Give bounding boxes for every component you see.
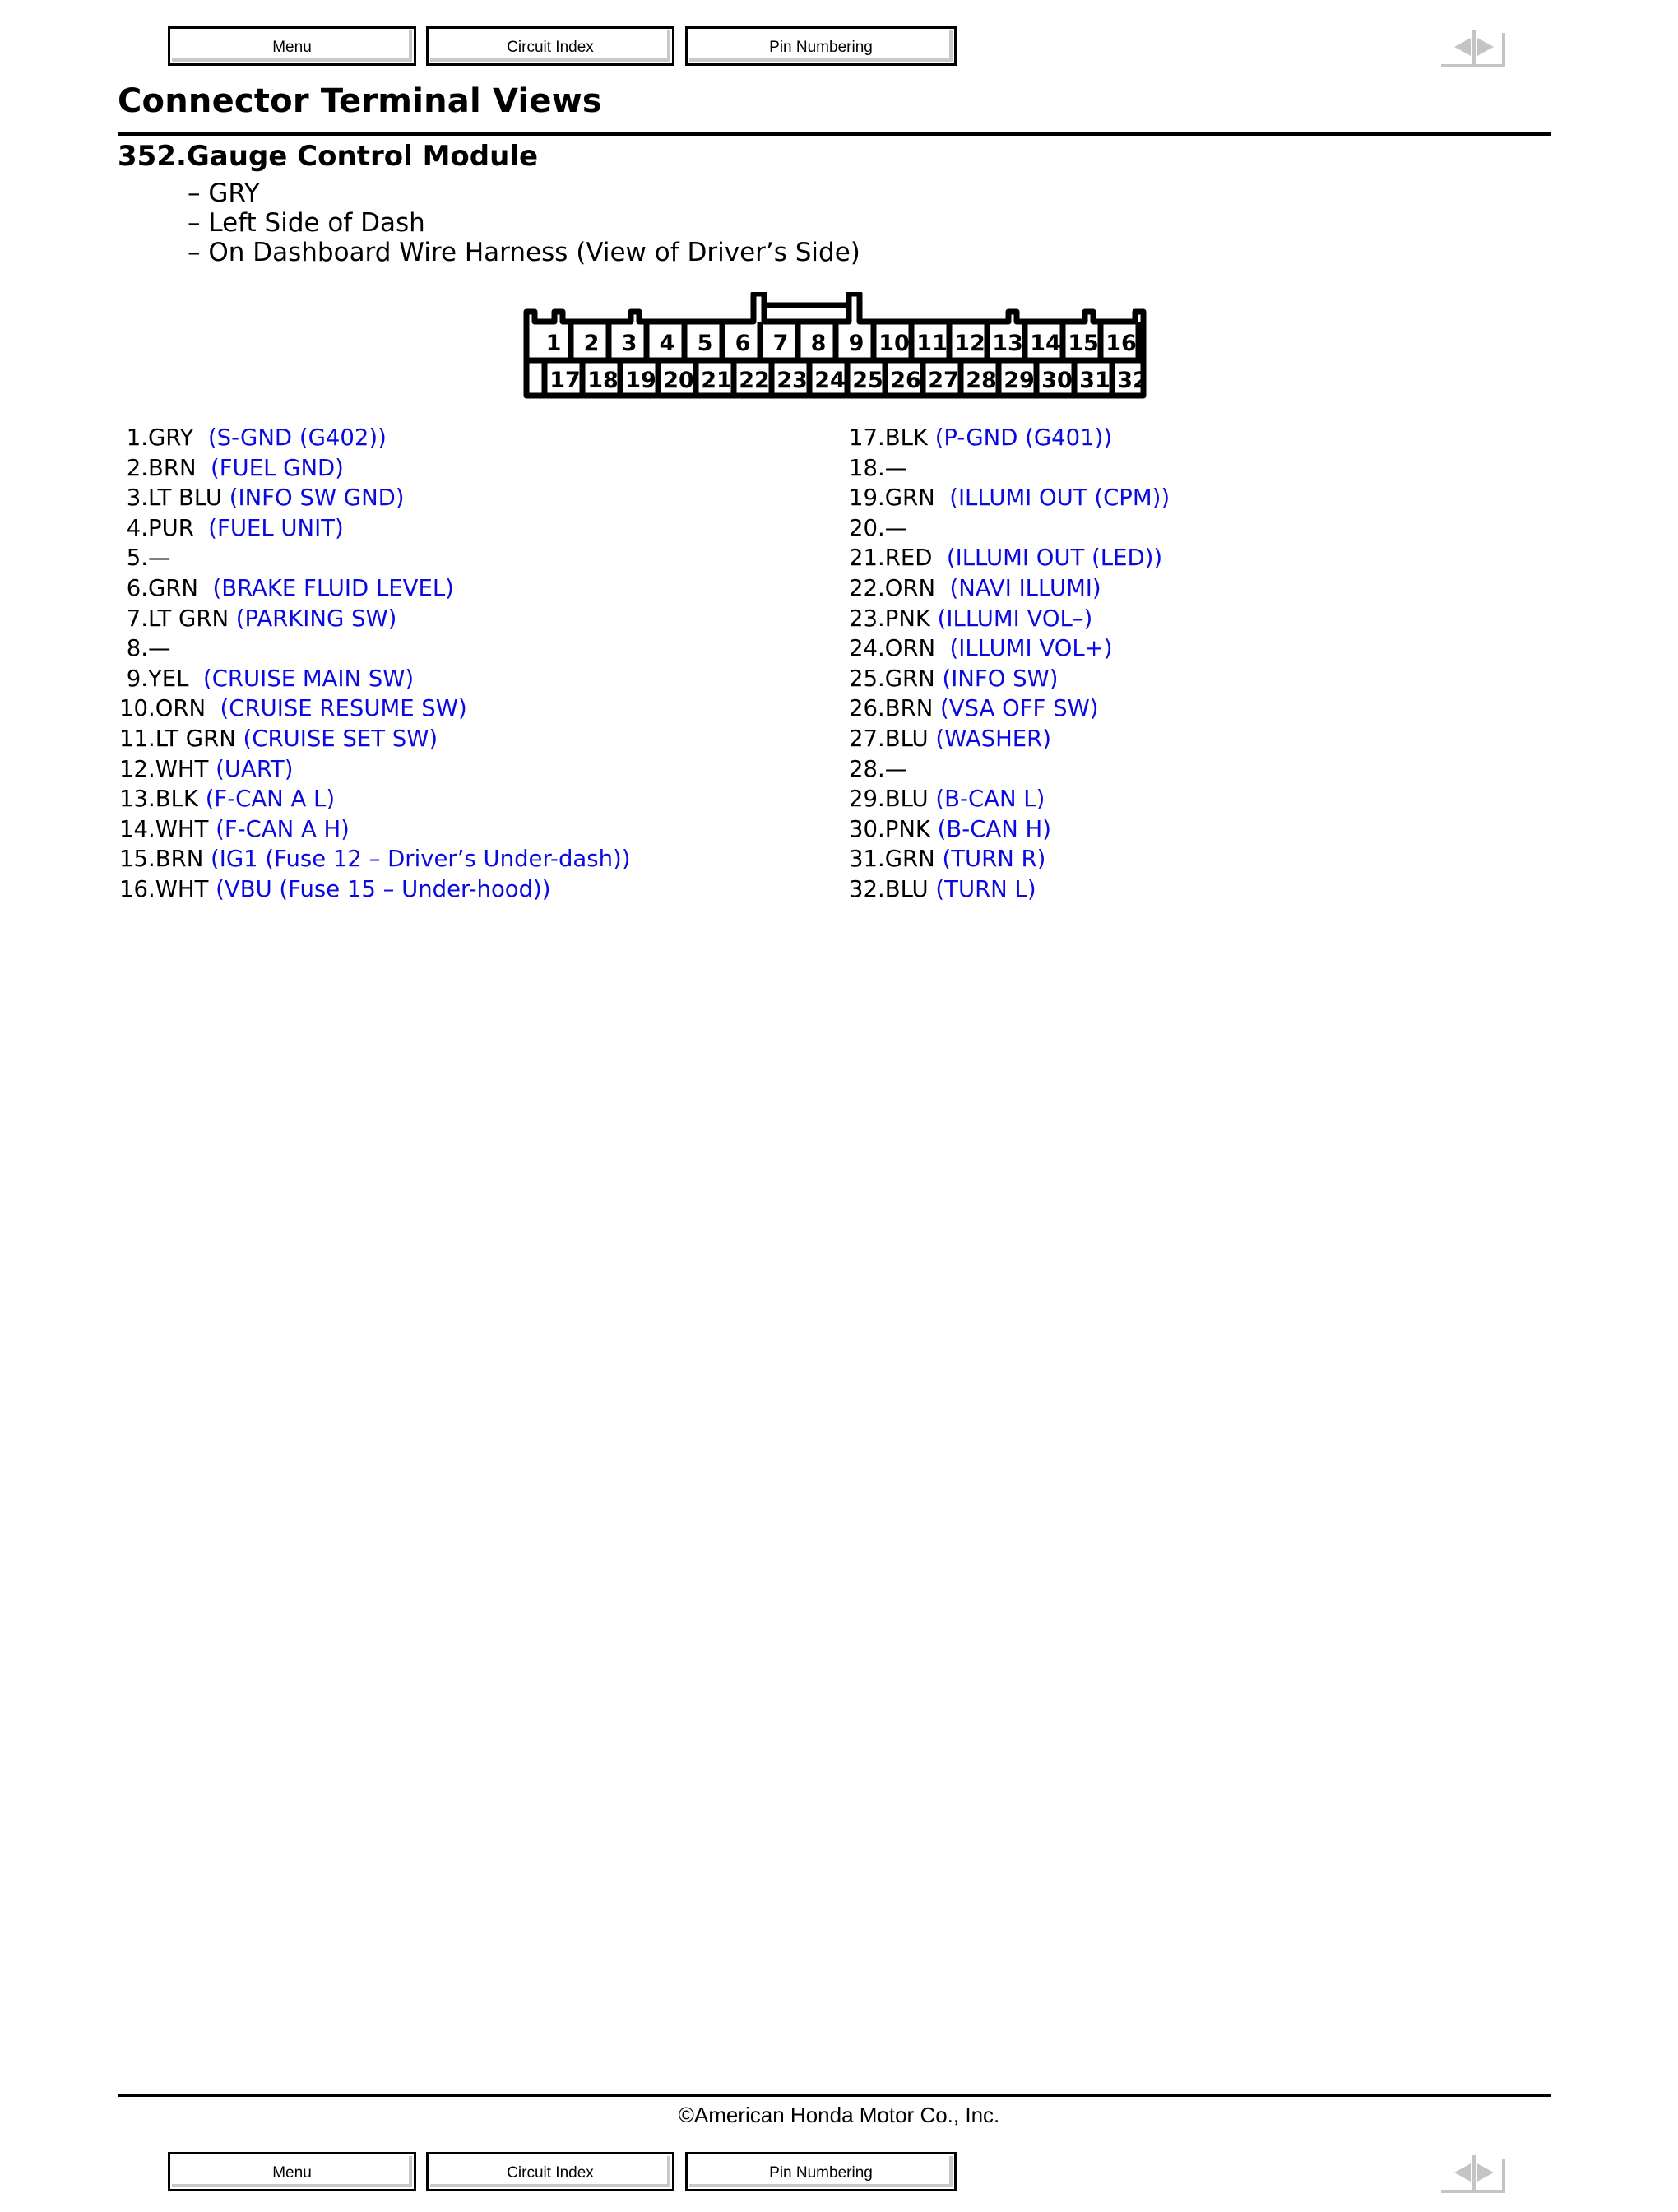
pin-row	[119, 874, 630, 905]
divider-icon	[1472, 2155, 1476, 2193]
wire-color: PNK	[884, 605, 938, 632]
pin-number: 19.	[849, 485, 885, 512]
terminal-number: 8	[810, 331, 827, 356]
wire-color: GRN	[884, 485, 950, 512]
wire-color: WHT	[155, 875, 216, 902]
circuit-link[interactable]: (FUEL UNIT)	[208, 514, 344, 541]
pin-number: 15.	[119, 846, 155, 873]
wire-color: —	[884, 755, 908, 782]
terminal-number: 10	[878, 331, 910, 356]
pin-row	[119, 664, 630, 694]
pin-number: 23.	[849, 605, 885, 632]
pin-row	[119, 513, 630, 544]
pin-number: 22.	[849, 574, 885, 601]
wire-color: BLU	[884, 875, 936, 902]
pin-numbering-button[interactable]	[685, 26, 957, 66]
circuit-link[interactable]: (VBU (Fuse 15 – Under-hood))	[216, 875, 551, 902]
terminal-number: 30	[1041, 368, 1073, 393]
pin-number: 7.	[119, 605, 148, 632]
pin-number: 1.	[119, 424, 148, 451]
pin-row	[119, 543, 630, 573]
terminal-number: 18	[587, 368, 619, 393]
pin-row	[849, 664, 1170, 694]
wire-color: BLK	[155, 786, 206, 813]
wire-color: ORN	[155, 695, 220, 722]
terminal-number: 1	[545, 331, 562, 356]
pin-number: 3.	[119, 485, 148, 512]
pin-number: 20.	[849, 514, 885, 541]
circuit-link[interactable]: (WASHER)	[935, 725, 1051, 752]
terminal-number: 14	[1030, 331, 1061, 356]
page-nav-arrows	[1439, 28, 1509, 69]
pin-number: 10.	[119, 695, 155, 722]
circuit-link[interactable]: (F-CAN A L)	[205, 786, 336, 813]
pin-row	[849, 483, 1170, 513]
pin-number: 9.	[119, 665, 148, 692]
circuit-index-button-bottom[interactable]	[426, 2152, 674, 2191]
circuit-link[interactable]: (CRUISE SET SW)	[243, 725, 438, 752]
detail-color: – GRY	[188, 179, 260, 208]
pin-row	[849, 573, 1170, 604]
circuit-link[interactable]: (BRAKE FLUID LEVEL)	[212, 574, 454, 601]
terminal-number: 23	[776, 368, 808, 393]
terminal-number: 22	[739, 368, 770, 393]
pin-number: 14.	[119, 815, 155, 842]
pin-number: 26.	[849, 695, 885, 722]
terminal-number: 6	[735, 331, 751, 356]
terminal-number: 26	[890, 368, 921, 393]
wire-color: WHT	[155, 755, 216, 782]
pin-row	[849, 633, 1170, 664]
wire-color: ORN	[884, 635, 950, 662]
wire-color: PNK	[884, 815, 938, 842]
connector-details	[188, 179, 860, 267]
terminal-number: 11	[916, 331, 948, 356]
menu-button-label: Menu	[272, 39, 312, 56]
pin-row	[119, 483, 630, 513]
bracket-icon	[1502, 2159, 1505, 2193]
pin-number: 27.	[849, 725, 885, 752]
pin-number: 12.	[119, 755, 155, 782]
wire-color: BLU	[884, 725, 936, 752]
terminal-number: 20	[663, 368, 694, 393]
pin-row	[849, 543, 1170, 573]
pin-number: 8.	[119, 635, 148, 662]
circuit-link[interactable]: (F-CAN A H)	[216, 815, 350, 842]
wire-color: GRN	[147, 574, 213, 601]
terminal-number: 7	[772, 331, 789, 356]
pin-number: 30.	[849, 815, 885, 842]
pin-number: 24.	[849, 635, 885, 662]
bracket-base-icon	[1441, 2190, 1505, 2193]
terminal-number: 13	[992, 331, 1023, 356]
pin-row	[119, 423, 630, 453]
terminal-number: 31	[1079, 368, 1110, 393]
pin-row	[849, 453, 1170, 484]
bracket-base-icon	[1441, 64, 1505, 67]
pin-row	[849, 874, 1170, 905]
pin-number: 5.	[119, 545, 148, 572]
wire-color: BRN	[155, 846, 211, 873]
pin-row	[849, 784, 1170, 814]
wire-color: PUR	[147, 514, 209, 541]
circuit-link[interactable]: (B-CAN L)	[935, 786, 1045, 813]
wire-color: BRN	[884, 695, 941, 722]
pin-number: 21.	[849, 545, 885, 572]
wire-color: LT BLU	[147, 485, 229, 512]
wire-color: GRY	[147, 424, 208, 451]
circuit-link[interactable]: (INFO SW)	[942, 665, 1059, 692]
pin-row	[849, 693, 1170, 724]
pin-row	[119, 604, 630, 634]
pin-number: 29.	[849, 786, 885, 813]
pin-row	[119, 784, 630, 814]
terminal-number: 4	[659, 331, 675, 356]
title-divider	[118, 132, 1551, 136]
terminal-number: 3	[621, 331, 637, 356]
wire-color: BLU	[884, 786, 936, 813]
wire-color: GRN	[884, 846, 943, 873]
wire-color: RED	[884, 545, 947, 572]
pin-row	[119, 814, 630, 845]
circuit-index-button-bottom-label: Circuit Index	[507, 2164, 594, 2182]
circuit-link[interactable]: (UART)	[216, 755, 294, 782]
page-title: Connector Terminal Views	[118, 82, 602, 120]
wire-color: —	[147, 635, 171, 662]
previous-page-icon[interactable]	[1454, 2163, 1471, 2182]
menu-button[interactable]	[168, 26, 416, 66]
wire-color: BLK	[884, 424, 935, 451]
circuit-link[interactable]: (CRUISE MAIN SW)	[202, 665, 415, 692]
wire-color: LT GRN	[155, 725, 243, 752]
circuit-link[interactable]: (FUEL GND)	[211, 454, 344, 481]
terminal-number: 28	[966, 368, 997, 393]
circuit-link[interactable]: (TURN R)	[942, 846, 1046, 873]
pin-number: 13.	[119, 786, 155, 813]
pin-row	[119, 453, 630, 484]
circuit-link[interactable]: (PARKING SW)	[235, 605, 397, 632]
page-nav-arrows-bottom	[1439, 2154, 1509, 2195]
terminal-number: 12	[954, 331, 985, 356]
pin-row	[849, 423, 1170, 453]
wire-color: GRN	[884, 665, 943, 692]
circuit-index-button-label: Circuit Index	[507, 39, 594, 56]
circuit-link[interactable]: (ILLUMI VOL+)	[949, 635, 1113, 662]
pin-number: 17.	[849, 424, 885, 451]
pin-number: 4.	[119, 514, 148, 541]
terminal-number: 9	[848, 331, 864, 356]
connector-title: 352.Gauge Control Module	[118, 140, 539, 173]
divider-icon	[1472, 30, 1476, 67]
pin-row	[849, 814, 1170, 845]
pin-number: 6.	[119, 574, 148, 601]
pin-row	[119, 844, 630, 874]
pin-row	[119, 573, 630, 604]
pin-numbering-button-bottom[interactable]	[685, 2152, 957, 2191]
pin-number: 31.	[849, 846, 885, 873]
wire-color: —	[884, 454, 908, 481]
circuit-link[interactable]: (IG1 (Fuse 12 – Driver’s Under-dash))	[211, 846, 631, 873]
terminal-number: 29	[1004, 368, 1035, 393]
circuit-link[interactable]: (B-CAN H)	[937, 815, 1051, 842]
terminal-number: 32	[1117, 368, 1148, 393]
circuit-link[interactable]: (NAVI ILLUMI)	[949, 574, 1101, 601]
circuit-link[interactable]: (TURN L)	[935, 875, 1036, 902]
pin-row	[849, 513, 1170, 544]
circuit-link[interactable]: (INFO SW GND)	[229, 485, 405, 512]
connector-diagram	[523, 292, 1148, 401]
wire-color: BRN	[147, 454, 211, 481]
pin-number: 18.	[849, 454, 885, 481]
pin-number: 2.	[119, 454, 148, 481]
menu-button-bottom[interactable]	[168, 2152, 416, 2191]
terminal-number: 19	[625, 368, 656, 393]
pin-row	[119, 693, 630, 724]
circuit-link[interactable]: (ILLUMI VOL–)	[937, 605, 1093, 632]
pin-number: 28.	[849, 755, 885, 782]
wire-color: WHT	[155, 815, 216, 842]
menu-button-bottom-label: Menu	[272, 2164, 312, 2182]
pin-number: 32.	[849, 875, 885, 902]
wire-color: ORN	[884, 574, 950, 601]
wire-color: YEL	[147, 665, 203, 692]
pin-number: 16.	[119, 875, 155, 902]
detail-harness: – On Dashboard Wire Harness (View of Driver’s Side)	[188, 238, 860, 267]
pin-list-left	[119, 423, 630, 905]
pin-row	[119, 724, 630, 754]
pin-numbering-button-label: Pin Numbering	[769, 39, 873, 56]
circuit-link[interactable]: (ILLUMI OUT (CPM))	[949, 485, 1170, 512]
circuit-link[interactable]: (CRUISE RESUME SW)	[220, 695, 467, 722]
circuit-link[interactable]: (P-GND (G401))	[934, 424, 1113, 451]
terminal-number: 15	[1068, 331, 1099, 356]
terminal-number: 17	[549, 368, 581, 393]
wire-color: —	[884, 514, 908, 541]
next-page-icon[interactable]	[1477, 38, 1494, 56]
circuit-link[interactable]: (ILLUMI OUT (LED))	[946, 545, 1163, 572]
terminal-number: 24	[814, 368, 846, 393]
terminal-number: 5	[697, 331, 713, 356]
terminal-number: 21	[701, 368, 732, 393]
pin-number: 25.	[849, 665, 885, 692]
next-page-icon[interactable]	[1477, 2163, 1494, 2182]
copyright: ©American Honda Motor Co., Inc.	[678, 2103, 1000, 2127]
previous-page-icon[interactable]	[1454, 38, 1471, 56]
terminal-number: 25	[852, 368, 883, 393]
pin-row	[849, 754, 1170, 785]
pin-row	[119, 633, 630, 664]
circuit-link[interactable]: (VSA OFF SW)	[940, 695, 1099, 722]
pin-row	[849, 844, 1170, 874]
pin-list-right	[849, 423, 1170, 905]
pin-number: 11.	[119, 725, 155, 752]
circuit-index-button[interactable]	[426, 26, 674, 66]
terminal-number: 2	[583, 331, 600, 356]
footer-divider	[118, 2094, 1551, 2097]
bracket-icon	[1502, 33, 1505, 67]
terminal-number: 27	[928, 368, 959, 393]
terminal-number: 16	[1106, 331, 1137, 356]
pin-row	[849, 724, 1170, 754]
detail-location: – Left Side of Dash	[188, 208, 425, 238]
pin-numbering-button-bottom-label: Pin Numbering	[769, 2164, 873, 2182]
circuit-link[interactable]: (S-GND (G402))	[207, 424, 387, 451]
pin-row	[119, 754, 630, 785]
wire-color: —	[147, 545, 171, 572]
pin-row	[849, 604, 1170, 634]
wire-color: LT GRN	[147, 605, 236, 632]
